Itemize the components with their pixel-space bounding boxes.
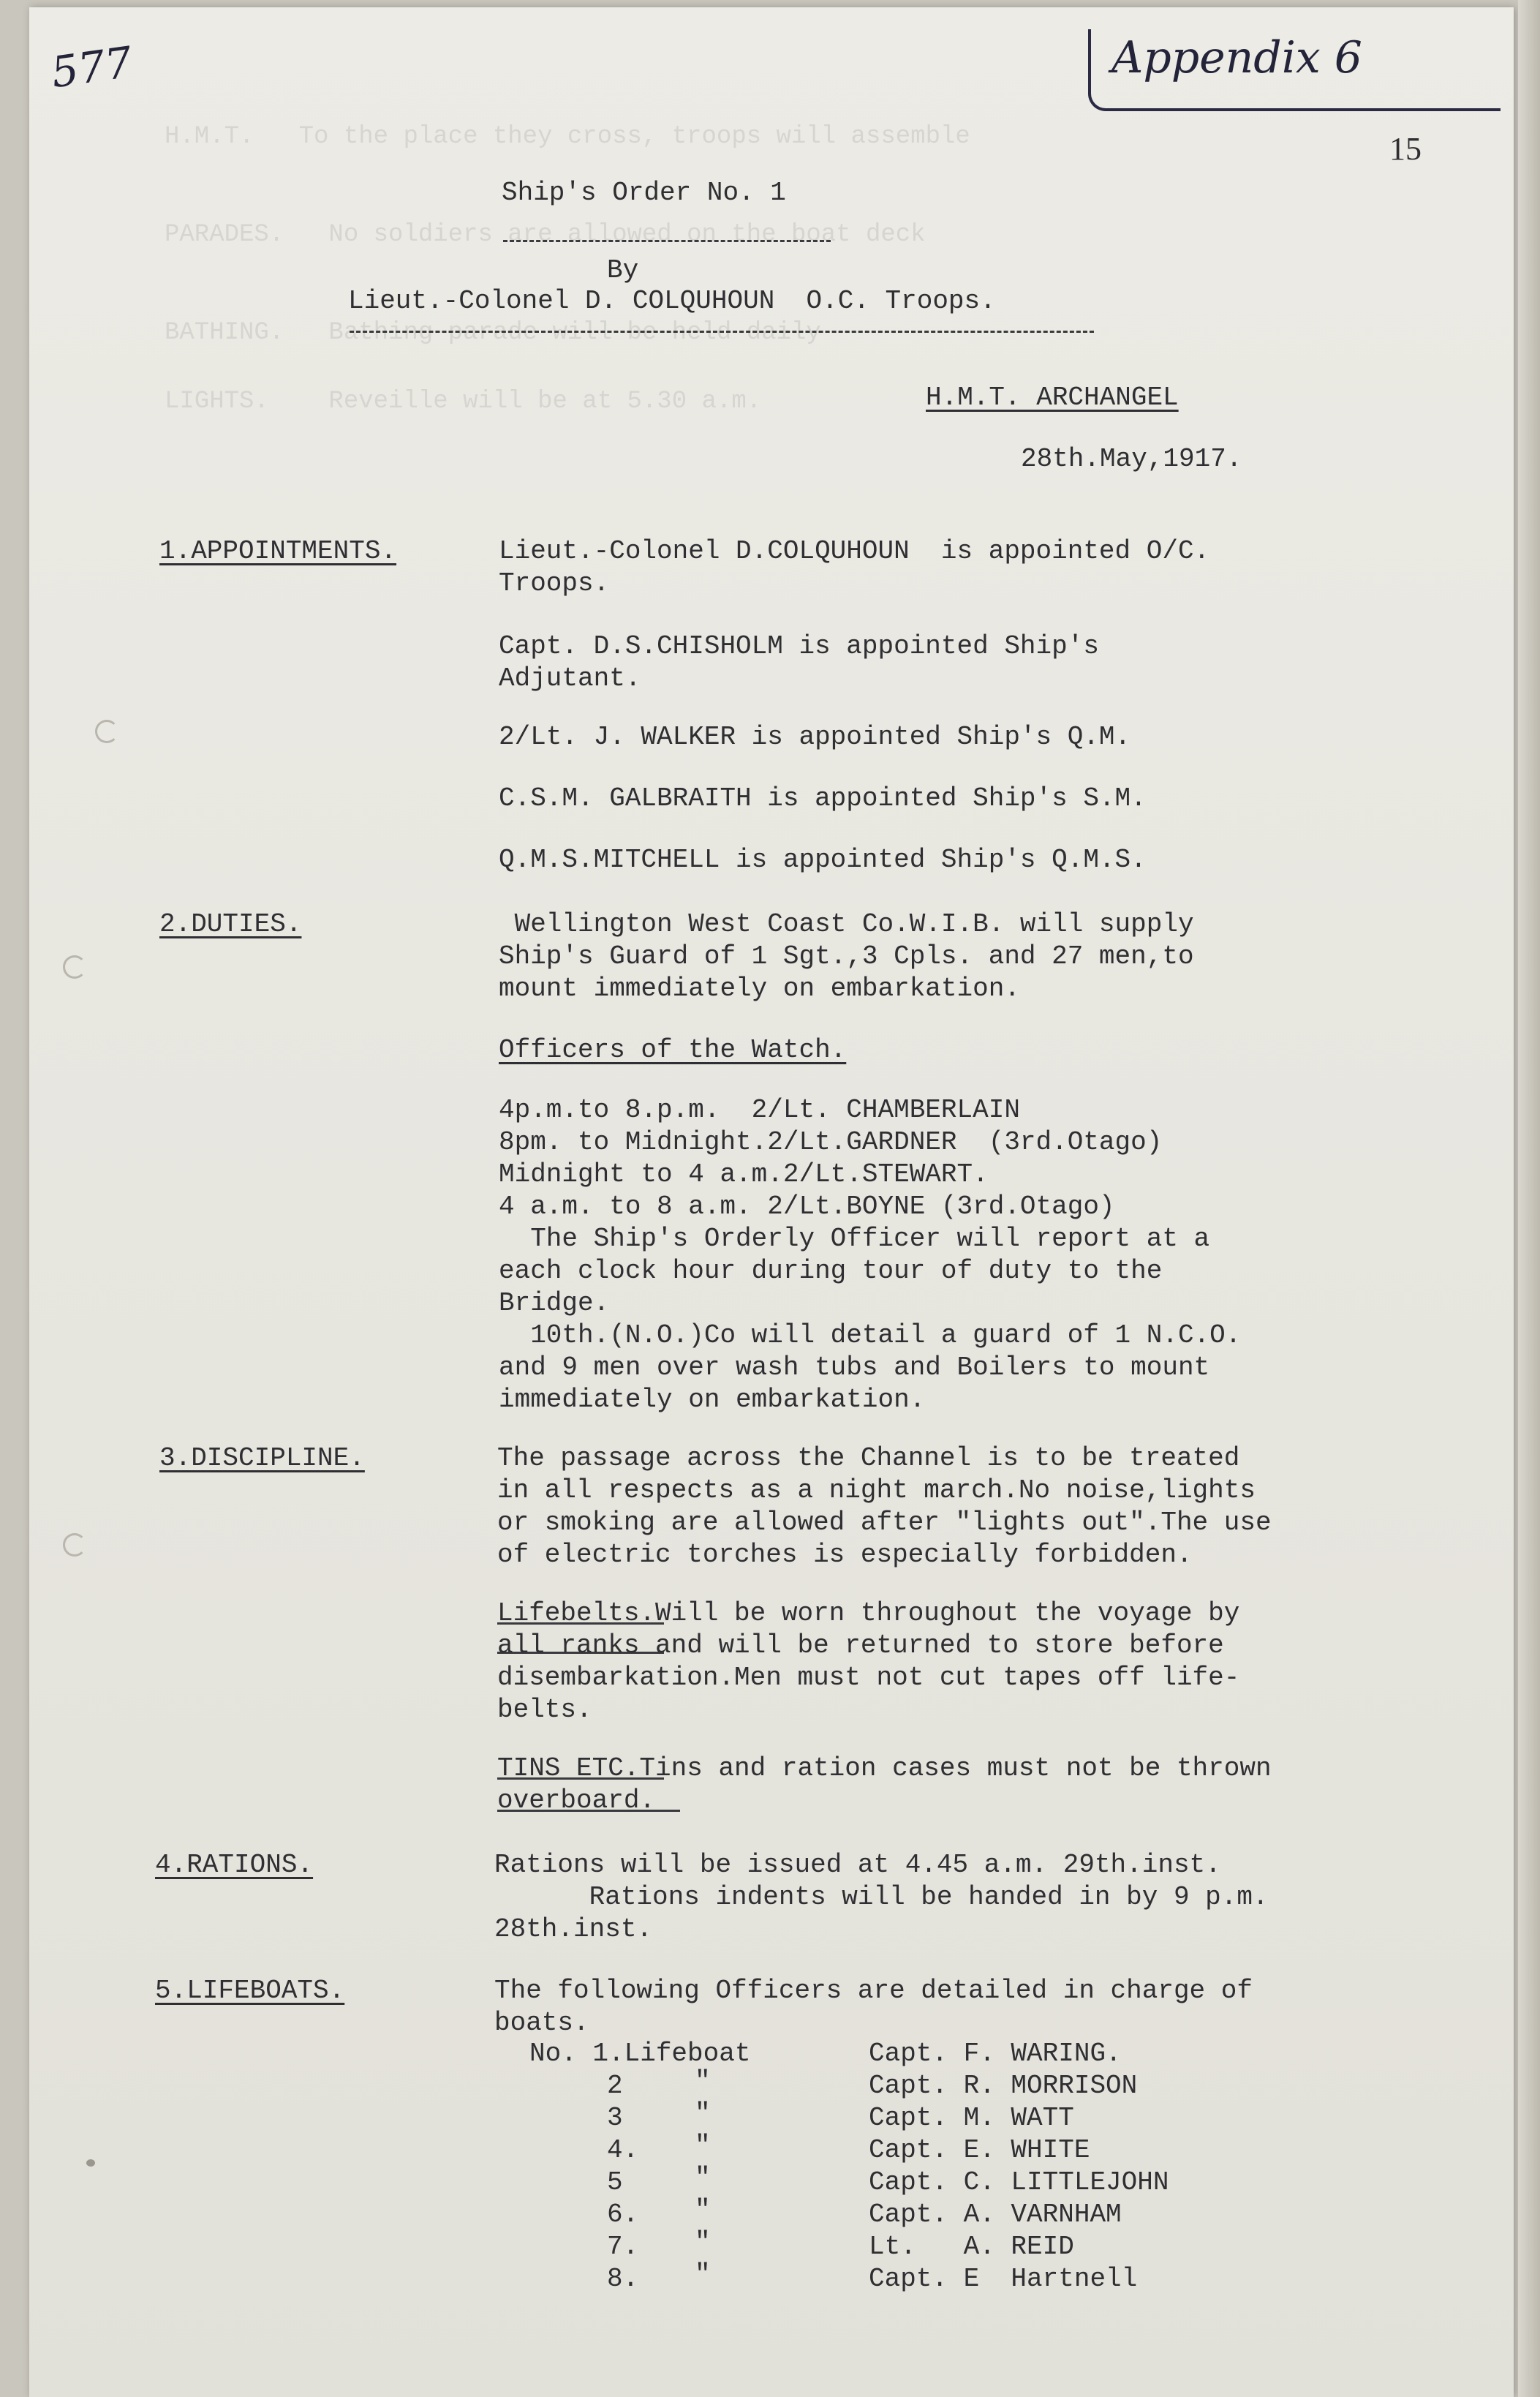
- lifeboat-row-6-officer: Capt. A. VARNHAM: [869, 2200, 1122, 2229]
- discipline-line-3: or smoking are allowed after "lights out".The use: [497, 1508, 1272, 1538]
- discipline-line-6: all ranks and will be returned to store before: [497, 1630, 1224, 1660]
- appointment-line-5: 2/Lt. J. WALKER is appointed Ship's Q.M.: [499, 722, 1131, 752]
- duties-line-11: Bridge.: [499, 1288, 610, 1318]
- appointment-line-2: Troops.: [499, 568, 610, 598]
- punch-hole: [63, 955, 86, 979]
- lifeboat-row-4-officer: Capt. E. WHITE: [869, 2135, 1090, 2165]
- rations-line-3: 28th.inst.: [494, 1914, 653, 1944]
- lifeboat-row-2-officer: Capt. R. MORRISON: [869, 2071, 1138, 2101]
- subheading-officers-watch: Officers of the Watch.: [499, 1035, 847, 1065]
- section-heading-lifeboats: 5.LIFEBOATS.: [155, 1976, 345, 2006]
- ship-name: H.M.T. ARCHANGEL: [926, 383, 1179, 413]
- paper-mark: [86, 2159, 95, 2167]
- discipline-line-9: TINS ETC.Tins and ration cases must not be thrown: [497, 1753, 1272, 1783]
- duties-line-1: Wellington West Coast Co.W.I.B. will supply: [499, 909, 1194, 939]
- duties-line-2: Ship's Guard of 1 Sgt.,3 Cpls. and 27 men,to: [499, 941, 1194, 971]
- discipline-line-4: of electric torches is especially forbidden.: [497, 1540, 1193, 1570]
- punch-hole: [63, 1533, 86, 1557]
- appointment-line-7: Q.M.S.MITCHELL is appointed Ship's Q.M.S.: [499, 845, 1147, 875]
- page-edge: [1518, 0, 1540, 2397]
- lifeboat-row-3-ditto: ": [695, 2099, 711, 2129]
- discipline-line-8: belts.: [497, 1695, 592, 1725]
- discipline-line-10: overboard.: [497, 1785, 656, 1815]
- title-divider: [503, 240, 831, 242]
- section-heading-appointments: 1.APPOINTMENTS.: [159, 536, 397, 566]
- appointment-line-1: Lieut.-Colonel D.COLQUHOUN is appointed O/C.: [499, 536, 1210, 566]
- duties-line-12: 10th.(N.O.)Co will detail a guard of 1 N.C.O.: [499, 1320, 1242, 1350]
- duties-line-8: 4 a.m. to 8 a.m. 2/Lt.BOYNE (3rd.Otago): [499, 1192, 1115, 1222]
- lifeboat-row-8-number: 8.: [607, 2264, 639, 2294]
- appendix-annotation: Appendix 6: [1111, 32, 1362, 83]
- lifeboat-row-5-ditto: ": [695, 2163, 711, 2193]
- lifeboat-row-7-officer: Lt. A. REID: [869, 2232, 1074, 2262]
- lifeboats-intro-1: The following Officers are detailed in charge of: [494, 1976, 1253, 2006]
- overboard-underline: [497, 1810, 680, 1812]
- lifeboat-row-4-number: 4.: [607, 2135, 639, 2165]
- lifeboat-row-3-number: 3: [607, 2103, 623, 2133]
- order-author: Lieut.-Colonel D. COLQUHOUN O.C. Troops.: [348, 286, 996, 316]
- lifeboat-row-1-officer: Capt. F. WARING.: [869, 2039, 1122, 2069]
- tins-underline: [497, 1777, 664, 1780]
- section-heading-discipline: 3.DISCIPLINE.: [159, 1443, 365, 1473]
- lifeboat-row-5-officer: Capt. C. LITTLEJOHN: [869, 2167, 1169, 2197]
- lifebelts-underline: [497, 1622, 664, 1625]
- duties-line-13: and 9 men over wash tubs and Boilers to mount: [499, 1352, 1210, 1382]
- lifeboat-row-3-officer: Capt. M. WATT: [869, 2103, 1074, 2133]
- section-heading-duties: 2.DUTIES.: [159, 909, 302, 939]
- appointment-line-3: Capt. D.S.CHISHOLM is appointed Ship's: [499, 631, 1099, 661]
- lifeboat-row-1-number: No. 1.Lifeboat: [529, 2039, 751, 2069]
- lifeboat-row-5-number: 5: [607, 2167, 623, 2197]
- duties-line-14: immediately on embarkation.: [499, 1385, 926, 1415]
- folio-number: 577: [48, 37, 135, 98]
- duties-line-9: The Ship's Orderly Officer will report at a: [499, 1224, 1210, 1254]
- lifeboat-row-4-ditto: ": [695, 2131, 711, 2161]
- discipline-line-1: The passage across the Channel is to be treated: [497, 1443, 1240, 1473]
- rations-line-1: Rations will be issued at 4.45 a.m. 29th.inst.: [494, 1850, 1221, 1880]
- lifeboat-row-7-number: 7.: [607, 2232, 639, 2262]
- punch-hole: [95, 720, 118, 743]
- duties-line-3: mount immediately on embarkation.: [499, 974, 1020, 1004]
- lifeboat-row-6-number: 6.: [607, 2200, 639, 2229]
- duties-line-10: each clock hour during tour of duty to the: [499, 1256, 1163, 1286]
- appointment-line-4: Adjutant.: [499, 663, 641, 693]
- lifeboat-row-7-ditto: ": [695, 2227, 711, 2257]
- duties-line-5: 4p.m.to 8.p.m. 2/Lt. CHAMBERLAIN: [499, 1095, 1020, 1125]
- appointment-line-6: C.S.M. GALBRAITH is appointed Ship's S.M.: [499, 783, 1147, 813]
- lifeboat-row-8-officer: Capt. E Hartnell: [869, 2264, 1138, 2294]
- duties-line-6: 8pm. to Midnight.2/Lt.GARDNER (3rd.Otago): [499, 1127, 1163, 1157]
- order-by: By: [607, 255, 639, 285]
- discipline-line-2: in all respects as a night march.No noise,lights: [497, 1475, 1256, 1505]
- lifeboat-row-6-ditto: ": [695, 2195, 711, 2225]
- lifeboat-row-8-ditto: ": [695, 2259, 711, 2289]
- duties-line-7: Midnight to 4 a.m.2/Lt.STEWART.: [499, 1159, 989, 1189]
- lifeboat-row-2-number: 2: [607, 2071, 623, 2101]
- order-date: 28th.May,1917.: [1021, 444, 1242, 474]
- page-number: 15: [1389, 131, 1422, 167]
- section-heading-rations: 4.RATIONS.: [155, 1850, 314, 1880]
- discipline-line-5: Lifebelts.Will be worn throughout the voyage by: [497, 1598, 1240, 1628]
- author-divider: [350, 331, 1094, 333]
- lifeboat-row-2-ditto: ": [695, 2066, 711, 2096]
- rations-line-2: Rations indents will be handed in by 9 p.m.: [494, 1882, 1269, 1912]
- lifeboats-intro-2: boats.: [494, 2008, 589, 2038]
- order-title: Ship's Order No. 1: [502, 178, 786, 208]
- discipline-line-7: disembarkation.Men must not cut tapes off life-: [497, 1663, 1240, 1693]
